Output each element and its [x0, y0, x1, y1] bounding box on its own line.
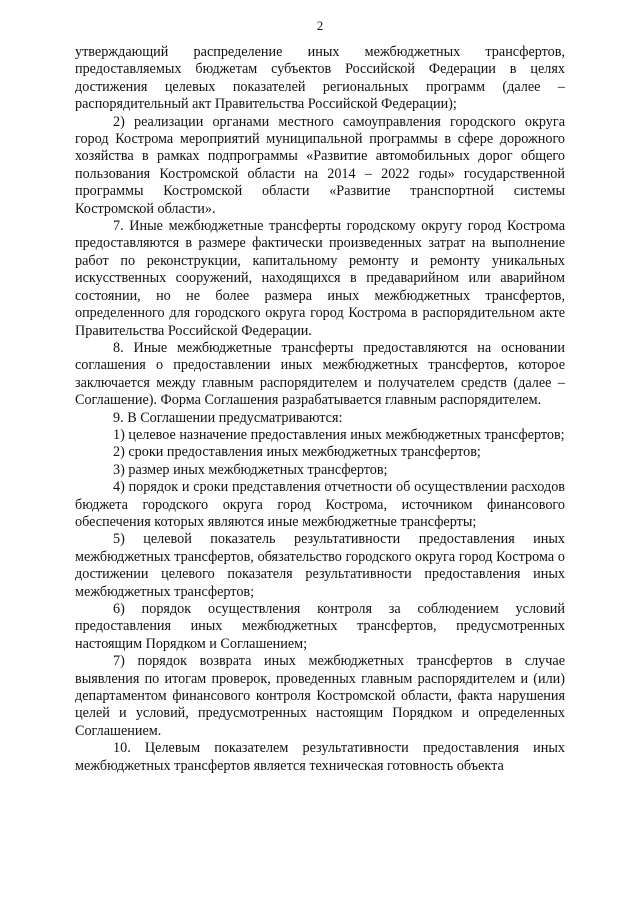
- paragraph-clause-9-item-3: 3) размер иных межбюджетных трансфертов;: [113, 461, 388, 478]
- page-number: 2: [316, 18, 324, 33]
- paragraph-clause-9-item-6: 6) порядок осуществления контроля за соблюдением условий предоставления иных межбюджетных трансфертов, предусмотренных настоящим Порядком и Соглашением;: [75, 601, 565, 652]
- paragraph-clause-9-item-1: 1) целевое назначение предоставления иных межбюджетных трансфертов;: [113, 426, 565, 443]
- paragraph-clause-9: 9. В Соглашении предусматриваются:: [113, 409, 343, 426]
- document-body: [75, 44, 565, 775]
- paragraph-clause-8: 8. Иные межбюджетные трансферты предоставляются на основании соглашения о предоставлении иных межбюджетных трансфертов, которое заключается между главным распорядителем и получателем средств (далее – Соглашение). Форма Соглашения разрабатывается главным распорядителем.: [75, 339, 565, 409]
- paragraph-clause-7: 7. Иные межбюджетные трансферты городскому округу город Кострома предоставляются в размере фактически произведенных затрат на выполнение работ по реконструкции, капитальному ремонту и ремонту уникальных искусственных сооружений, находящихся в предаварийном или аварийном состоянии, но не более размера иных межбюджетных трансфертов, определенного для городского округа город Кострома в распорядительном акте Правительства Российской Федерации.: [75, 218, 565, 339]
- paragraph-clause-9-item-5: 5) целевой показатель результативности предоставления иных межбюджетных трансфертов, обязательство городского округа город Кострома о достижении целевого показателя результативности предоставления иных межбюджетных трансфертов;: [75, 531, 565, 600]
- paragraph-clause-9-item-2: 2) сроки предоставления иных межбюджетных трансфертов;: [113, 444, 481, 461]
- paragraph-clause-10: 10. Целевым показателем результативности предоставления иных межбюджетных трансфертов является техническая готовность объекта: [75, 740, 565, 774]
- paragraph-clause-9-item-4: 4) порядок и сроки представления отчетности об осуществлении расходов бюджета городского округа город Кострома, источником финансового обеспечения которых являются иные межбюджетные трансферты;: [75, 479, 565, 530]
- paragraph-clause-9-item-7: 7) порядок возврата иных межбюджетных трансфертов в случае выявления по итогам проверок, проведенных главным распорядителем и (или) департаментом финансового контроля Костромской области, факта нарушения целей и условий, предусмотренных настоящим Порядком и определенных Соглашением.: [75, 653, 565, 739]
- paragraph-clause-6-item-2: 2) реализации органами местного самоуправления городского округа город Кострома мероприятий муниципальной программы в сфере дорожного хозяйства в рамках подпрограммы «Развитие автомобильных дорог общего пользования Костромской области на 2014 – 2022 годы» государственной программы Костромской области «Развитие транспортной системы Костромской области».: [75, 113, 565, 217]
- paragraph-continuation: утверждающий распределение иных межбюджетных трансфертов, предоставляемых бюджетам субъектов Российской Федерации в целях достижения целевых показателей региональных программ (далее – распорядительный акт Правительства Российской Федерации);: [75, 44, 565, 113]
